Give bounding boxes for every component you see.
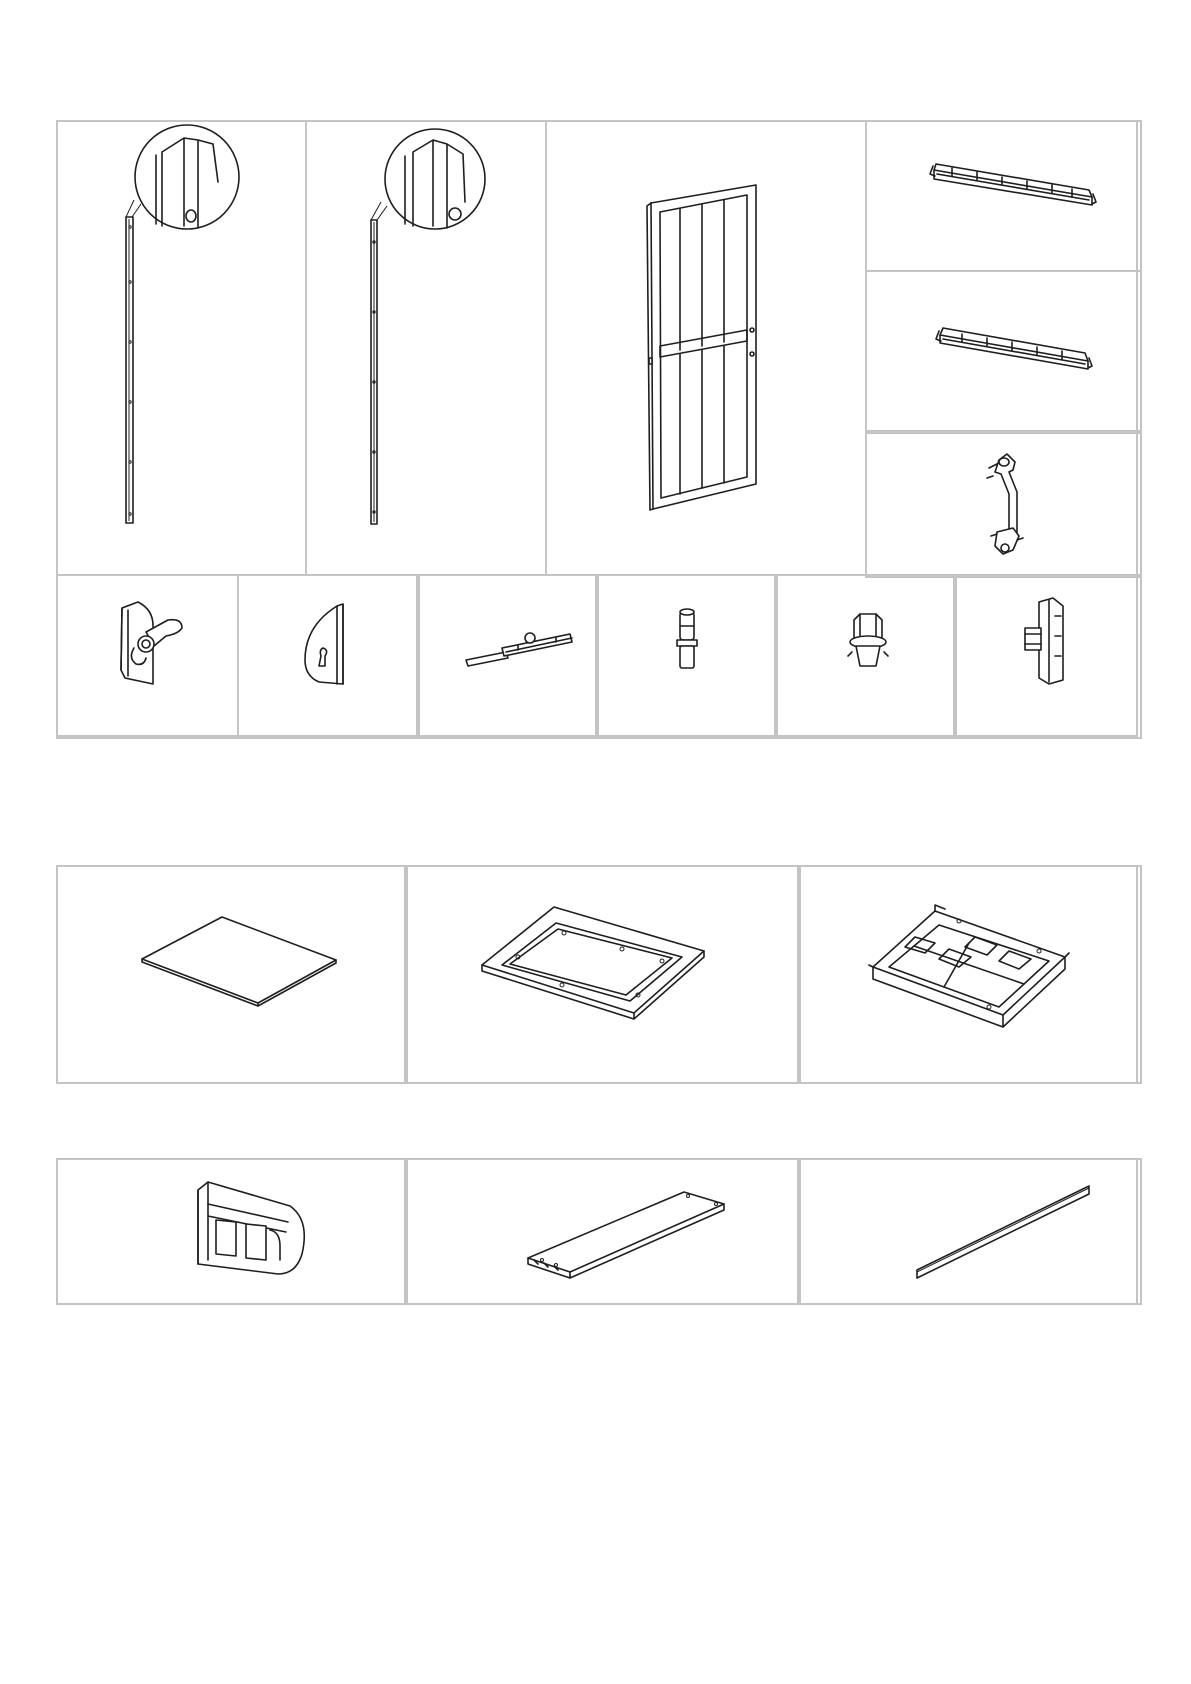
pin-icon <box>597 576 780 741</box>
part-cell-hinge-bracket-with-latch <box>56 574 239 739</box>
part-cell-floor-base <box>797 865 1142 1084</box>
part-cell-shelf-board <box>404 1158 801 1305</box>
bolt-icon <box>418 576 601 741</box>
part-cell-rail-b <box>865 270 1142 434</box>
part-cell-floor-frame <box>404 865 801 1084</box>
part-cell-door-handle <box>865 430 1142 578</box>
long-post-icon <box>58 122 309 578</box>
part-cell-rail-a <box>865 120 1142 272</box>
part-cell-connector-pin <box>595 574 778 739</box>
plate-icon <box>239 576 422 741</box>
base-grid-icon <box>799 867 1144 1086</box>
parts-group-2 <box>56 865 1138 1084</box>
hinge-icon <box>955 576 1144 741</box>
part-cell-corner-post-b <box>305 120 547 576</box>
part-cell-floor-sheet <box>56 865 408 1084</box>
horizontal-rail-icon <box>867 122 1144 274</box>
part-cell-corner-connector <box>56 1158 408 1305</box>
plug-icon <box>776 576 959 741</box>
part-cell-thin-strip <box>797 1158 1142 1305</box>
flat-sheet-icon <box>58 867 410 1086</box>
parts-group-3 <box>56 1158 1138 1305</box>
parts-group-1 <box>56 120 1138 737</box>
part-cell-corner-post-a <box>56 120 307 576</box>
door-icon <box>547 122 869 578</box>
part-cell-door-hinge <box>953 574 1142 739</box>
long-post-icon <box>307 122 549 578</box>
part-cell-sliding-bolt <box>416 574 599 739</box>
connector-icon <box>58 1160 410 1307</box>
handle-icon <box>867 432 1144 580</box>
frame-icon <box>406 867 803 1086</box>
bracket-icon <box>58 576 241 741</box>
part-cell-cap-plug <box>774 574 957 739</box>
part-cell-door-panel <box>545 120 867 576</box>
strip-icon <box>799 1160 1144 1307</box>
horizontal-rail-icon <box>867 272 1144 436</box>
part-cell-keyhole-plate <box>237 574 420 739</box>
board-icon <box>406 1160 803 1307</box>
